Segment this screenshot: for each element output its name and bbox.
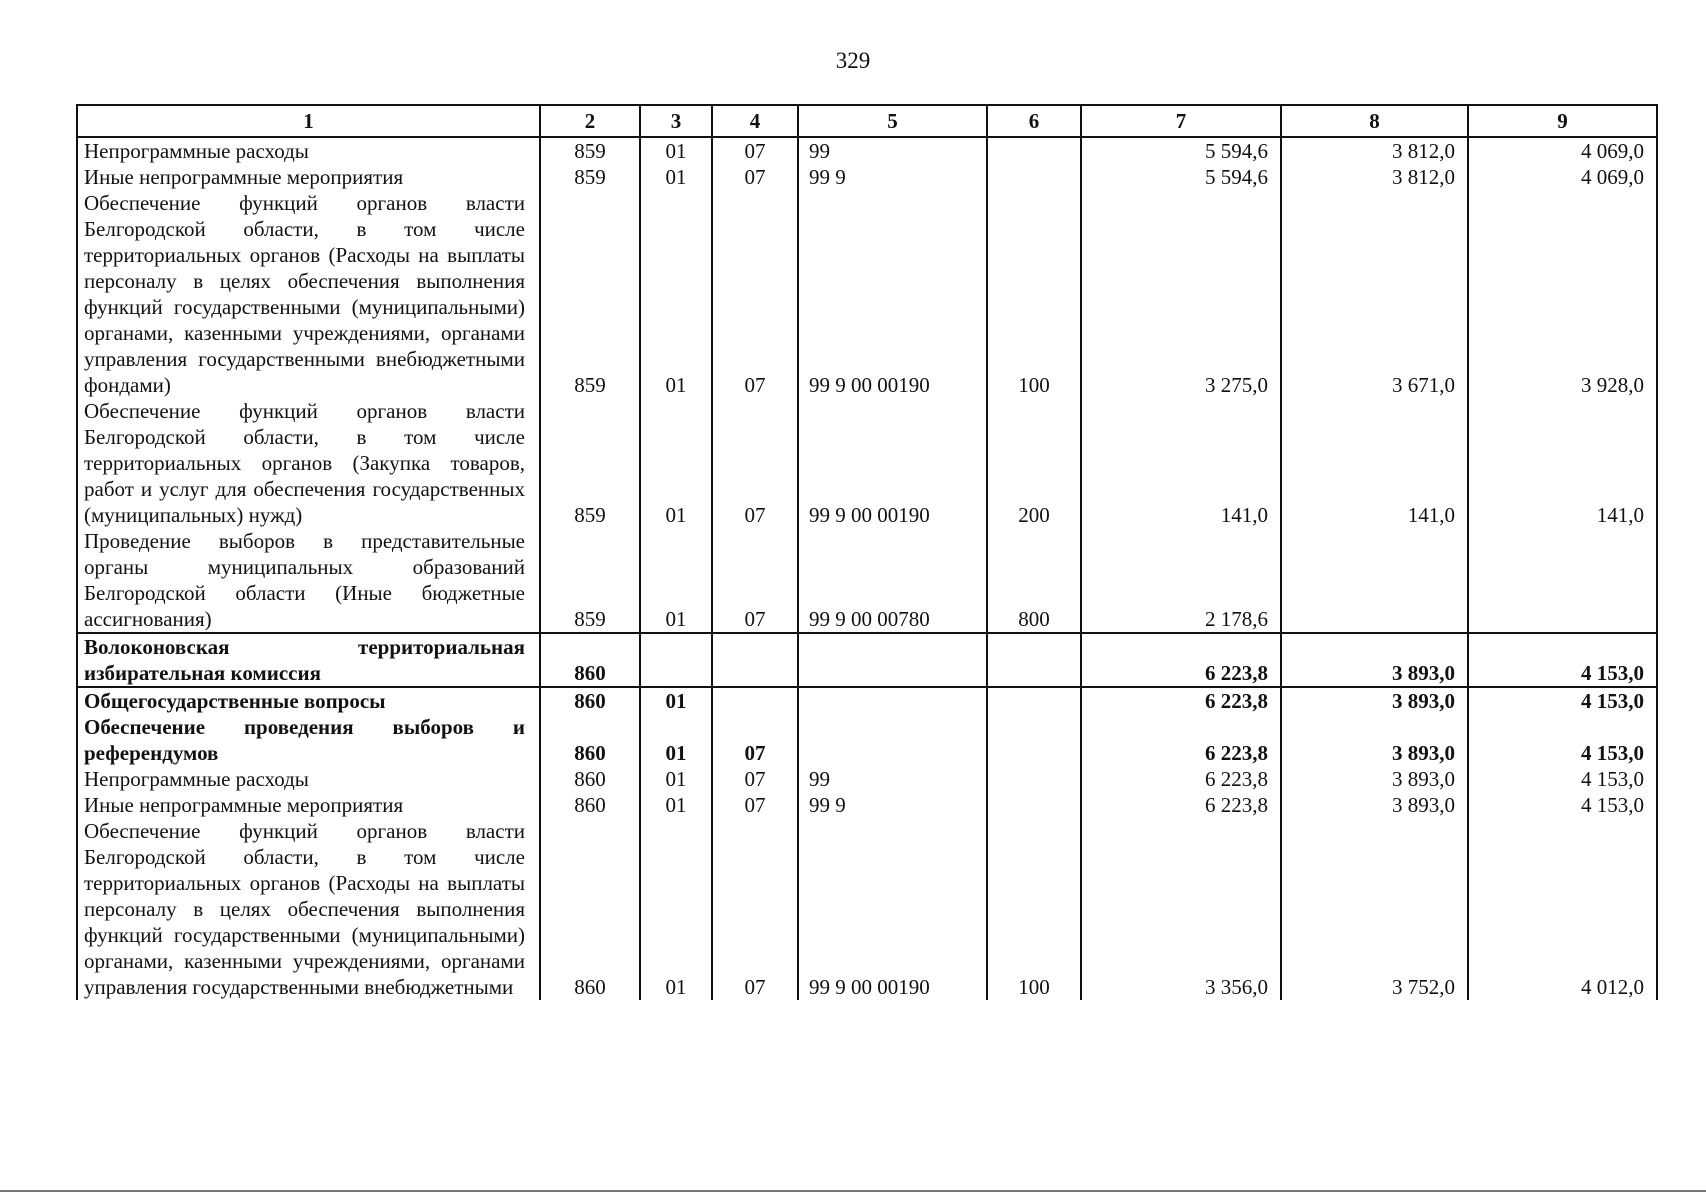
row-section-code: 01 bbox=[640, 687, 712, 714]
row-ministry-code: 859 bbox=[540, 137, 640, 164]
row-amount-col8: 3 671,0 bbox=[1281, 190, 1468, 398]
row-subsection-code: 07 bbox=[712, 792, 798, 818]
table-row bbox=[77, 398, 1657, 528]
row-ministry-code: 859 bbox=[540, 190, 640, 398]
column-header: 1 bbox=[77, 105, 540, 137]
row-ministry-code: 860 bbox=[540, 687, 640, 714]
bottom-divider bbox=[0, 1190, 1706, 1192]
row-amount-col7: 5 594,6 bbox=[1081, 137, 1281, 164]
table-row bbox=[77, 766, 1657, 792]
row-expense-type bbox=[987, 714, 1081, 766]
table-header-row bbox=[77, 105, 1657, 137]
row-expense-type bbox=[987, 766, 1081, 792]
column-header: 3 bbox=[640, 105, 712, 137]
row-section-code: 01 bbox=[640, 164, 712, 190]
row-target-code: 99 bbox=[798, 766, 987, 792]
table-row bbox=[77, 687, 1657, 714]
row-subsection-code: 07 bbox=[712, 137, 798, 164]
row-target-code bbox=[798, 714, 987, 766]
row-subsection-code: 07 bbox=[712, 818, 798, 1000]
row-name-cell: Непрограммные расходы bbox=[77, 766, 540, 792]
budget-table bbox=[76, 104, 1658, 1000]
column-header: 6 bbox=[987, 105, 1081, 137]
row-ministry-code: 860 bbox=[540, 633, 640, 687]
row-section-code: 01 bbox=[640, 190, 712, 398]
row-amount-col8: 3 893,0 bbox=[1281, 714, 1468, 766]
row-amount-col7: 3 275,0 bbox=[1081, 190, 1281, 398]
row-amount-col7: 5 594,6 bbox=[1081, 164, 1281, 190]
row-amount-col9: 4 012,0 bbox=[1468, 818, 1657, 1000]
row-target-code: 99 9 00 00190 bbox=[798, 190, 987, 398]
row-amount-col9: 4 069,0 bbox=[1468, 137, 1657, 164]
row-target-code: 99 9 00 00780 bbox=[798, 528, 987, 633]
table-row bbox=[77, 633, 1657, 687]
row-name-cell: Непрограммные расходы bbox=[77, 137, 540, 164]
row-target-code: 99 9 bbox=[798, 792, 987, 818]
row-name-cell: Общегосударственные вопросы bbox=[77, 687, 540, 714]
row-name-cell: Обеспечение проведения выборов и референдумов bbox=[77, 714, 540, 766]
row-name-cell: Обеспечение функций органов власти Белгородской области, в том числе территориальных органов (Расходы на выплаты персоналу в целях обеспечения выполнения функций государственными (муниципальными) органами, казенными учреждениями, органами управления государственными внебюджетными фондами) bbox=[77, 190, 540, 398]
row-amount-col8: 3 752,0 bbox=[1281, 818, 1468, 1000]
row-subsection-code bbox=[712, 633, 798, 687]
row-subsection-code: 07 bbox=[712, 528, 798, 633]
row-section-code: 01 bbox=[640, 398, 712, 528]
row-amount-col9: 4 153,0 bbox=[1468, 792, 1657, 818]
row-name-cell: Волоконовская территориальная избирательная комиссия bbox=[77, 633, 540, 687]
column-header: 4 bbox=[712, 105, 798, 137]
row-amount-col8 bbox=[1281, 528, 1468, 633]
row-target-code: 99 bbox=[798, 137, 987, 164]
row-section-code: 01 bbox=[640, 818, 712, 1000]
row-amount-col9: 4 153,0 bbox=[1468, 714, 1657, 766]
row-ministry-code: 860 bbox=[540, 714, 640, 766]
table-row bbox=[77, 137, 1657, 164]
row-amount-col9: 4 153,0 bbox=[1468, 687, 1657, 714]
row-target-code bbox=[798, 633, 987, 687]
table-row bbox=[77, 792, 1657, 818]
row-amount-col7: 6 223,8 bbox=[1081, 792, 1281, 818]
row-amount-col7: 2 178,6 bbox=[1081, 528, 1281, 633]
row-expense-type bbox=[987, 137, 1081, 164]
row-target-code: 99 9 bbox=[798, 164, 987, 190]
row-amount-col9: 3 928,0 bbox=[1468, 190, 1657, 398]
row-name-cell: Обеспечение функций органов власти Белгородской области, в том числе территориальных органов (Расходы на выплаты персоналу в целях обеспечения выполнения функций государственными (муниципальными) органами, казенными учреждениями, органами управления государственными внебюджетными bbox=[77, 818, 540, 1000]
row-amount-col7: 141,0 bbox=[1081, 398, 1281, 528]
row-expense-type: 100 bbox=[987, 818, 1081, 1000]
row-ministry-code: 859 bbox=[540, 398, 640, 528]
row-section-code bbox=[640, 633, 712, 687]
row-ministry-code: 860 bbox=[540, 818, 640, 1000]
row-ministry-code: 860 bbox=[540, 792, 640, 818]
row-section-code: 01 bbox=[640, 766, 712, 792]
column-header: 7 bbox=[1081, 105, 1281, 137]
row-amount-col9 bbox=[1468, 528, 1657, 633]
row-target-code bbox=[798, 687, 987, 714]
row-expense-type bbox=[987, 164, 1081, 190]
row-target-code: 99 9 00 00190 bbox=[798, 398, 987, 528]
row-expense-type bbox=[987, 792, 1081, 818]
row-amount-col9: 141,0 bbox=[1468, 398, 1657, 528]
row-expense-type: 200 bbox=[987, 398, 1081, 528]
row-amount-col7: 6 223,8 bbox=[1081, 714, 1281, 766]
row-expense-type bbox=[987, 633, 1081, 687]
row-expense-type bbox=[987, 687, 1081, 714]
page-number: 329 bbox=[835, 48, 871, 73]
row-ministry-code: 859 bbox=[540, 528, 640, 633]
row-subsection-code: 07 bbox=[712, 714, 798, 766]
table-row bbox=[77, 818, 1657, 1000]
row-amount-col7: 6 223,8 bbox=[1081, 633, 1281, 687]
table-body bbox=[77, 137, 1657, 1000]
row-name-cell: Проведение выборов в представительные органы муниципальных образований Белгородской области (Иные бюджетные ассигнования) bbox=[77, 528, 540, 633]
column-header: 8 bbox=[1281, 105, 1468, 137]
table-row bbox=[77, 190, 1657, 398]
row-subsection-code: 07 bbox=[712, 190, 798, 398]
row-amount-col9: 4 153,0 bbox=[1468, 766, 1657, 792]
row-name-cell: Иные непрограммные мероприятия bbox=[77, 792, 540, 818]
row-target-code: 99 9 00 00190 bbox=[798, 818, 987, 1000]
row-ministry-code: 859 bbox=[540, 164, 640, 190]
row-expense-type: 100 bbox=[987, 190, 1081, 398]
row-amount-col7: 3 356,0 bbox=[1081, 818, 1281, 1000]
row-amount-col8: 3 893,0 bbox=[1281, 633, 1468, 687]
row-amount-col9: 4 069,0 bbox=[1468, 164, 1657, 190]
row-section-code: 01 bbox=[640, 528, 712, 633]
row-subsection-code: 07 bbox=[712, 164, 798, 190]
table-row bbox=[77, 164, 1657, 190]
row-amount-col8: 3 893,0 bbox=[1281, 687, 1468, 714]
row-subsection-code: 07 bbox=[712, 766, 798, 792]
row-name-cell: Иные непрограммные мероприятия bbox=[77, 164, 540, 190]
row-amount-col8: 3 893,0 bbox=[1281, 792, 1468, 818]
row-amount-col8: 3 893,0 bbox=[1281, 766, 1468, 792]
row-amount-col7: 6 223,8 bbox=[1081, 766, 1281, 792]
table-row bbox=[77, 528, 1657, 633]
row-amount-col8: 141,0 bbox=[1281, 398, 1468, 528]
row-subsection-code: 07 bbox=[712, 398, 798, 528]
table-row bbox=[77, 714, 1657, 766]
row-name-cell: Обеспечение функций органов власти Белгородской области, в том числе территориальных органов (Закупка товаров, работ и услуг для обеспечения государственных (муниципальных) нужд) bbox=[77, 398, 540, 528]
row-ministry-code: 860 bbox=[540, 766, 640, 792]
row-section-code: 01 bbox=[640, 137, 712, 164]
row-subsection-code bbox=[712, 687, 798, 714]
column-header: 9 bbox=[1468, 105, 1657, 137]
row-amount-col7: 6 223,8 bbox=[1081, 687, 1281, 714]
row-expense-type: 800 bbox=[987, 528, 1081, 633]
column-header: 2 bbox=[540, 105, 640, 137]
row-section-code: 01 bbox=[640, 792, 712, 818]
row-amount-col8: 3 812,0 bbox=[1281, 164, 1468, 190]
row-amount-col8: 3 812,0 bbox=[1281, 137, 1468, 164]
column-header: 5 bbox=[798, 105, 987, 137]
row-amount-col9: 4 153,0 bbox=[1468, 633, 1657, 687]
row-section-code: 01 bbox=[640, 714, 712, 766]
